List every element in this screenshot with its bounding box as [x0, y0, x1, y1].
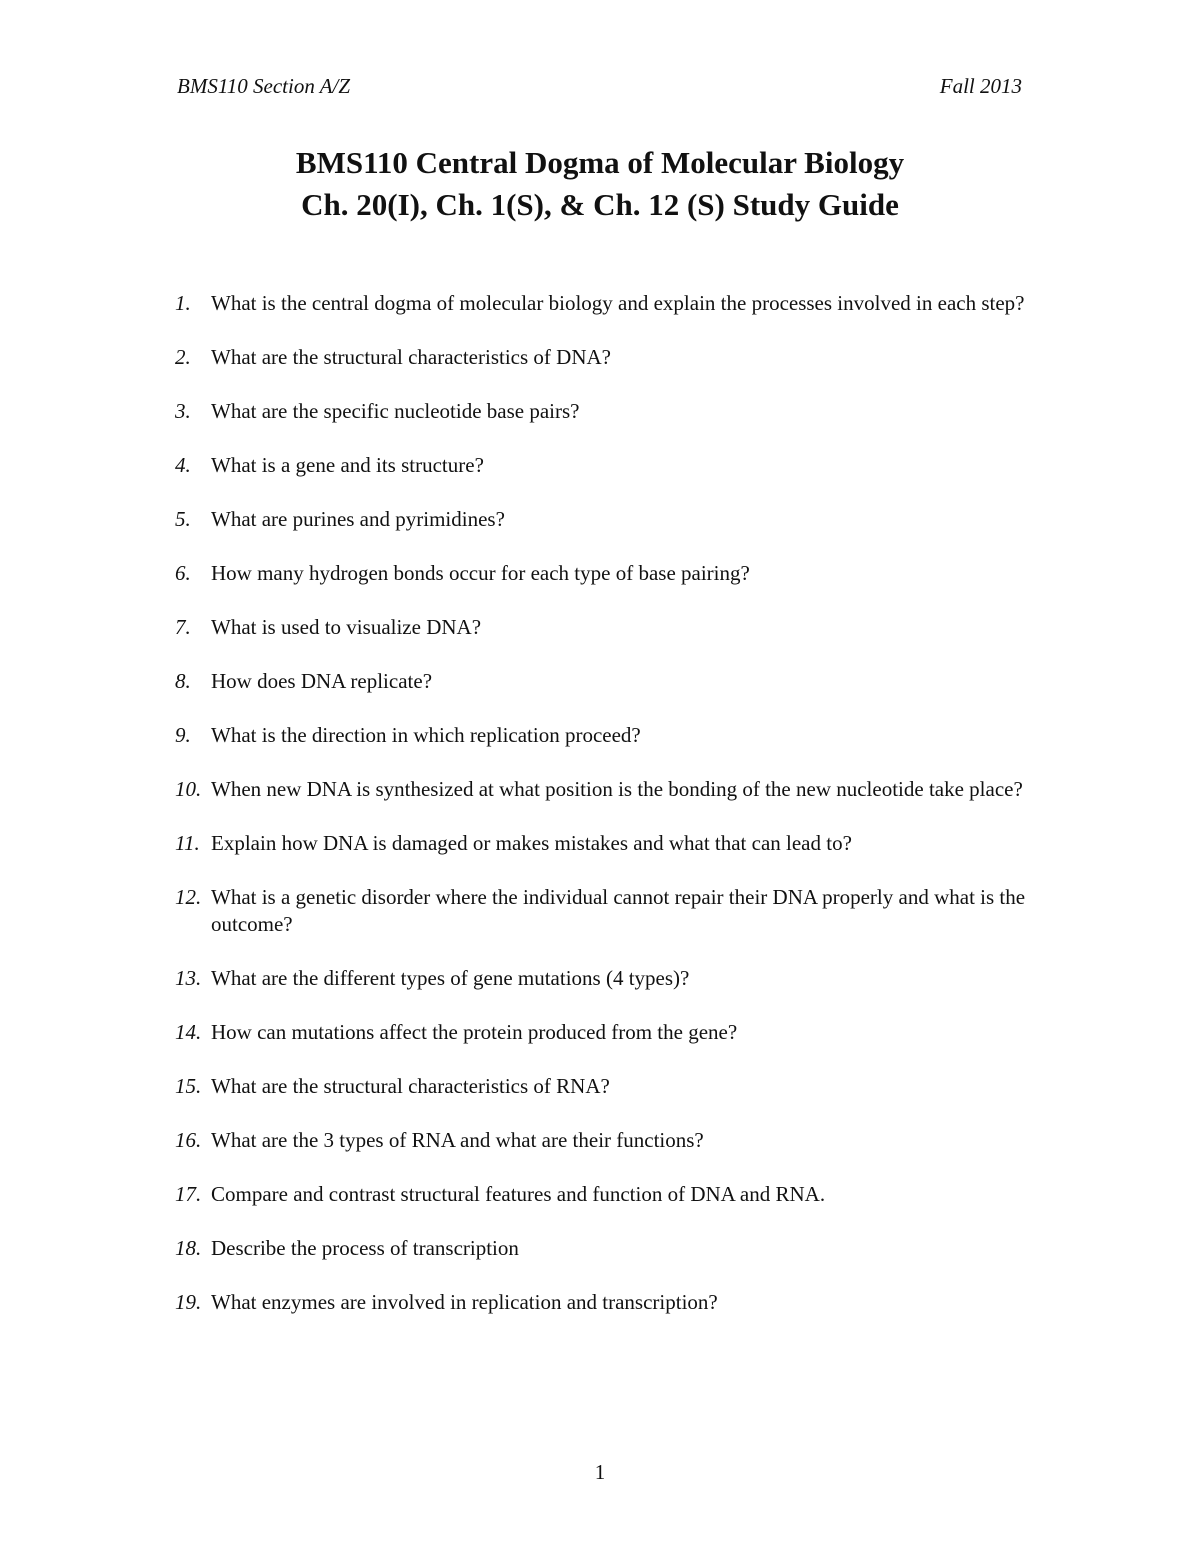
question-item [175, 884, 1035, 938]
question-text: What are the structural characteristics of DNA? [211, 345, 611, 369]
question-item [175, 560, 1035, 587]
question-number: 12. [175, 885, 202, 909]
question-text: What is the central dogma of molecular biology and explain the processes involved in each step? [211, 291, 1025, 315]
question-number: 9. [175, 723, 191, 747]
question-item [175, 1019, 1035, 1046]
document-title [0, 142, 1200, 226]
question-item [175, 398, 1035, 425]
question-number: 6. [175, 561, 191, 585]
question-text: Compare and contrast structural features and function of DNA and RNA. [211, 1182, 826, 1206]
question-text: How can mutations affect the protein produced from the gene? [211, 1020, 738, 1044]
question-item [175, 776, 1035, 803]
question-item [175, 506, 1035, 533]
question-item [175, 452, 1035, 479]
question-item [175, 1235, 1035, 1262]
question-text: What are the 3 types of RNA and what are their functions? [211, 1128, 704, 1152]
question-item [175, 1127, 1035, 1154]
question-item [175, 344, 1035, 371]
question-number: 14. [175, 1020, 202, 1044]
question-number: 7. [175, 615, 191, 639]
question-number: 5. [175, 507, 191, 531]
page-header-course: BMS110 Section A/Z [177, 74, 351, 98]
question-text: What is used to visualize DNA? [211, 615, 482, 639]
question-number: 10. [175, 777, 202, 801]
question-number: 15. [175, 1074, 202, 1098]
question-item [175, 830, 1035, 857]
question-number: 2. [175, 345, 191, 369]
question-text: What is a gene and its structure? [211, 453, 484, 477]
question-text: What are purines and pyrimidines? [211, 507, 505, 531]
question-number: 3. [175, 399, 191, 423]
page-number: 1 [594, 1460, 606, 1484]
question-number: 19. [175, 1290, 202, 1314]
question-item [175, 290, 1035, 317]
question-number: 16. [175, 1128, 202, 1152]
question-number: 11. [175, 831, 200, 855]
question-item [175, 965, 1035, 992]
question-text: When new DNA is synthesized at what position is the bonding of the new nucleotide take place? [211, 777, 1023, 801]
question-number: 8. [175, 669, 191, 693]
question-text: What are the structural characteristics of RNA? [211, 1074, 610, 1098]
question-number: 13. [175, 966, 202, 990]
question-text: What is the direction in which replication proceed? [211, 723, 641, 747]
page-header-term: Fall 2013 [939, 74, 1022, 98]
question-text: Explain how DNA is damaged or makes mistakes and what that can lead to? [211, 831, 852, 855]
question-item [175, 1073, 1035, 1100]
question-item [175, 668, 1035, 695]
title-line-2: Ch. 20(I), Ch. 1(S), & Ch. 12 (S) Study Guide [301, 187, 899, 222]
question-list [175, 290, 1035, 1343]
question-text: What is a genetic disorder where the individual cannot repair their DNA properly and what is the outcome? [211, 885, 1026, 936]
question-item [175, 1289, 1035, 1316]
question-text: How does DNA replicate? [211, 669, 433, 693]
question-item [175, 614, 1035, 641]
question-text: What are the different types of gene mutations (4 types)? [211, 966, 690, 990]
question-number: 1. [175, 291, 191, 315]
question-text: What are the specific nucleotide base pairs? [211, 399, 580, 423]
question-item [175, 1181, 1035, 1208]
question-number: 18. [175, 1236, 202, 1260]
title-line-1: BMS110 Central Dogma of Molecular Biology [295, 145, 905, 180]
question-number: 4. [175, 453, 191, 477]
question-text: How many hydrogen bonds occur for each type of base pairing? [211, 561, 750, 585]
question-text: What enzymes are involved in replication and transcription? [211, 1290, 718, 1314]
question-item [175, 722, 1035, 749]
question-number: 17. [175, 1182, 202, 1206]
question-text: Describe the process of transcription [211, 1236, 519, 1260]
